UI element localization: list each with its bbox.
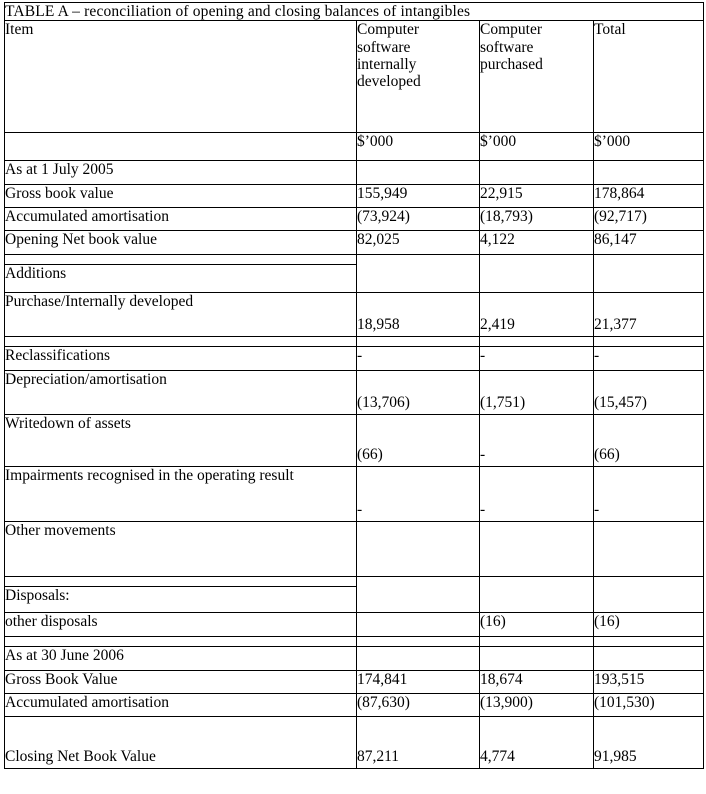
column-header-total xyxy=(594,21,704,133)
value-other-disposals-total: (16) xyxy=(594,613,704,637)
value-gross-book-value-open-purchased: 22,915 xyxy=(480,185,594,208)
row-label-gross-book-value-close: Gross Book Value xyxy=(5,671,357,694)
value-gross-book-value-open-total: 178,864 xyxy=(594,185,704,208)
column-header-internally-developed-label: Computer software internally developed xyxy=(357,21,421,91)
section-heading-closing-total xyxy=(594,647,704,671)
row-label-accumulated-amortisation-open: Accumulated amortisation xyxy=(5,208,357,231)
value-purchase-internally-developed-internally-developed: 18,958 xyxy=(357,293,480,337)
column-header-item: Item xyxy=(5,21,357,133)
spacer-cell-purchased xyxy=(480,255,594,265)
value-writedown-of-assets-internally-developed: (66) xyxy=(357,415,480,467)
column-header-total-label: Total xyxy=(594,21,626,39)
table-row xyxy=(5,293,704,337)
table-row xyxy=(5,208,704,231)
spacer-row xyxy=(5,337,704,347)
table-title: TABLE A – reconciliation of opening and closing balances of intangibles xyxy=(5,3,704,21)
value-accumulated-amortisation-open-total: (92,717) xyxy=(594,208,704,231)
section-heading-additions-total xyxy=(594,265,704,293)
value-purchase-internally-developed-total: 21,377 xyxy=(594,293,704,337)
value-depreciation-amortisation-purchased: (1,751) xyxy=(480,371,594,415)
spacer-cell-purchased xyxy=(480,637,594,647)
value-depreciation-amortisation-total: (15,457) xyxy=(594,371,704,415)
value-opening-net-book-value-purchased: 4,122 xyxy=(480,231,594,255)
value-purchase-internally-developed-purchased: 2,419 xyxy=(480,293,594,337)
value-impairments-purchased: - xyxy=(480,467,594,522)
spacer-cell-total xyxy=(594,337,704,347)
row-label-other-movements: Other movements xyxy=(5,522,357,577)
value-accumulated-amortisation-close-total: (101,530) xyxy=(594,694,704,717)
spacer-cell-internally-developed xyxy=(357,255,480,265)
units-purchased: $’000 xyxy=(480,133,594,161)
table-row xyxy=(5,347,704,371)
spacer-cell-internally-developed xyxy=(357,637,480,647)
table-row xyxy=(5,671,704,694)
units-row xyxy=(5,133,704,161)
section-heading-additions-internally-developed xyxy=(357,265,480,293)
spacer-cell-item xyxy=(5,337,357,347)
row-label-purchase-internally-developed: Purchase/Internally developed xyxy=(5,293,357,337)
value-depreciation-amortisation-internally-developed: (13,706) xyxy=(357,371,480,415)
section-heading-opening-total xyxy=(594,161,704,185)
row-label-accumulated-amortisation-close: Accumulated amortisation xyxy=(5,694,357,717)
value-accumulated-amortisation-close-purchased: (13,900) xyxy=(480,694,594,717)
value-gross-book-value-close-total: 193,515 xyxy=(594,671,704,694)
row-label-writedown-of-assets: Writedown of assets xyxy=(5,415,357,467)
table-row xyxy=(5,522,704,577)
row-label-depreciation-amortisation: Depreciation/amortisation xyxy=(5,371,357,415)
section-heading-opening-row xyxy=(5,161,704,185)
column-header-purchased-label: Computer software purchased xyxy=(480,21,543,74)
spacer-cell-total xyxy=(594,255,704,265)
value-impairments-internally-developed: - xyxy=(357,467,480,522)
table-row xyxy=(5,371,704,415)
row-label-reclassifications: Reclassifications xyxy=(5,347,357,371)
value-reclassifications-total: - xyxy=(594,347,704,371)
section-heading-additions-purchased xyxy=(480,265,594,293)
section-heading-disposals-purchased xyxy=(480,587,594,613)
value-gross-book-value-close-internally-developed: 174,841 xyxy=(357,671,480,694)
row-label-opening-net-book-value: Opening Net book value xyxy=(5,231,357,255)
spacer-cell-internally-developed xyxy=(357,577,480,587)
section-heading-closing: As at 30 June 2006 xyxy=(5,647,357,671)
spacer-cell-total xyxy=(594,577,704,587)
section-heading-opening-purchased xyxy=(480,161,594,185)
section-heading-opening: As at 1 July 2005 xyxy=(5,161,357,185)
value-other-movements-total xyxy=(594,522,704,577)
section-heading-closing-internally-developed xyxy=(357,647,480,671)
spacer-cell-purchased xyxy=(480,337,594,347)
value-accumulated-amortisation-open-internally-developed: (73,924) xyxy=(357,208,480,231)
value-opening-net-book-value-internally-developed: 82,025 xyxy=(357,231,480,255)
value-other-disposals-purchased: (16) xyxy=(480,613,594,637)
value-gross-book-value-close-purchased: 18,674 xyxy=(480,671,594,694)
table-row xyxy=(5,467,704,522)
value-opening-net-book-value-total: 86,147 xyxy=(594,231,704,255)
row-label-impairments: Impairments recognised in the operating result xyxy=(5,467,357,522)
spacer-row xyxy=(5,637,704,647)
row-label-closing-net-book-value: Closing Net Book Value xyxy=(5,717,357,769)
spacer-cell-total xyxy=(594,637,704,647)
section-heading-closing-row xyxy=(5,647,704,671)
table-row xyxy=(5,231,704,255)
row-label-other-disposals: other disposals xyxy=(5,613,357,637)
value-other-movements-internally-developed xyxy=(357,522,480,577)
value-reclassifications-purchased: - xyxy=(480,347,594,371)
column-header-purchased xyxy=(480,21,594,133)
column-header-internally-developed xyxy=(357,21,480,133)
table-row xyxy=(5,717,704,769)
section-heading-disposals-total xyxy=(594,587,704,613)
section-heading-opening-internally-developed xyxy=(357,161,480,185)
table-header-row xyxy=(5,21,704,133)
value-closing-net-book-value-total: 91,985 xyxy=(594,717,704,769)
section-heading-disposals-row xyxy=(5,587,704,613)
value-writedown-of-assets-total: (66) xyxy=(594,415,704,467)
value-closing-net-book-value-purchased: 4,774 xyxy=(480,717,594,769)
units-row-blank xyxy=(5,133,357,161)
value-reclassifications-internally-developed: - xyxy=(357,347,480,371)
spacer-cell-internally-developed xyxy=(357,337,480,347)
section-heading-disposals-internally-developed xyxy=(357,587,480,613)
section-heading-disposals: Disposals: xyxy=(5,587,357,613)
spacer-row xyxy=(5,577,704,587)
section-heading-additions-row xyxy=(5,265,704,293)
spacer-cell-item xyxy=(5,577,357,587)
spacer-cell-purchased xyxy=(480,577,594,587)
spacer-cell-item xyxy=(5,255,357,265)
row-label-gross-book-value-open: Gross book value xyxy=(5,185,357,208)
value-other-movements-purchased xyxy=(480,522,594,577)
value-impairments-total: - xyxy=(594,467,704,522)
value-gross-book-value-open-internally-developed: 155,949 xyxy=(357,185,480,208)
units-total: $’000 xyxy=(594,133,704,161)
table-title-row xyxy=(5,3,704,21)
section-heading-additions: Additions xyxy=(5,265,357,293)
table-row xyxy=(5,415,704,467)
table-row xyxy=(5,694,704,717)
value-accumulated-amortisation-close-internally-developed: (87,630) xyxy=(357,694,480,717)
intangibles-reconciliation-table xyxy=(4,2,704,769)
table-row xyxy=(5,613,704,637)
value-writedown-of-assets-purchased: - xyxy=(480,415,594,467)
spacer-cell-item xyxy=(5,637,357,647)
table-row xyxy=(5,185,704,208)
value-closing-net-book-value-internally-developed: 87,211 xyxy=(357,717,480,769)
value-accumulated-amortisation-open-purchased: (18,793) xyxy=(480,208,594,231)
value-other-disposals-internally-developed xyxy=(357,613,480,637)
spacer-row xyxy=(5,255,704,265)
section-heading-closing-purchased xyxy=(480,647,594,671)
units-internally-developed: $’000 xyxy=(357,133,480,161)
